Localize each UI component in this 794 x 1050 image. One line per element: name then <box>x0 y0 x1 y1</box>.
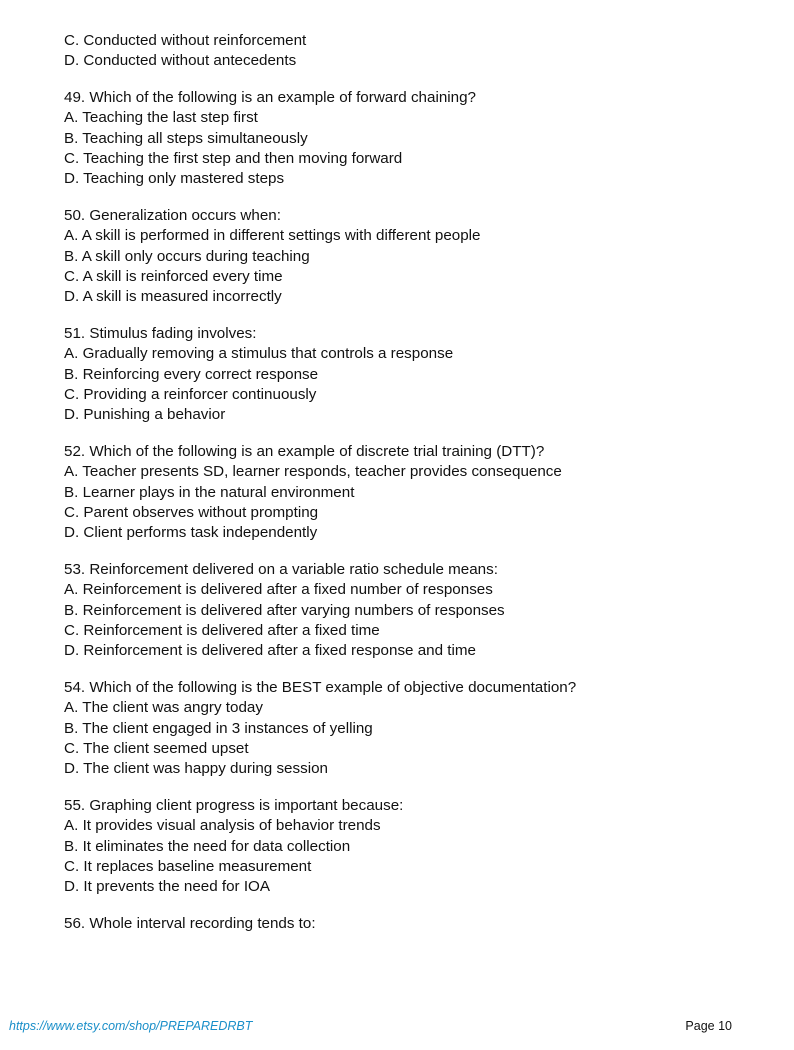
option-text: D. Conducted without antecedents <box>64 52 297 70</box>
footer-shop-link[interactable]: https://www.etsy.com/shop/PREPAREDRBT <box>9 1019 253 1033</box>
option-text: D. Client performs task independently <box>64 524 318 542</box>
option-text: A. The client was angry today <box>64 699 263 717</box>
question-stem: 54. Which of the following is the BEST example of objective documentation? <box>64 679 577 697</box>
question-stem: 56. Whole interval recording tends to: <box>64 914 316 932</box>
option-text: B. Teaching all steps simultaneously <box>64 129 308 147</box>
question-stem: 53. Reinforcement delivered on a variable ratio schedule means: <box>64 561 498 579</box>
question-48-continuation <box>64 31 764 72</box>
option-text: A. Gradually removing a stimulus that controls a response <box>64 345 454 363</box>
option-text: B. A skill only occurs during teaching <box>64 247 310 265</box>
option-text: D. A skill is measured incorrectly <box>64 288 282 306</box>
option-text: B. The client engaged in 3 instances of yelling <box>64 719 373 737</box>
option-text: B. Reinforcing every correct response <box>64 365 319 383</box>
question-49 <box>64 88 764 189</box>
option-text: D. Punishing a behavior <box>64 406 226 424</box>
question-54 <box>64 678 764 779</box>
question-50 <box>64 206 764 307</box>
option-text: B. Reinforcement is delivered after varying numbers of responses <box>64 601 505 619</box>
option-text: B. It eliminates the need for data collection <box>64 837 351 855</box>
question-stem: 51. Stimulus fading involves: <box>64 325 257 343</box>
document-body <box>64 31 764 934</box>
option-text: C. A skill is reinforced every time <box>64 267 283 285</box>
option-text: A. It provides visual analysis of behavior trends <box>64 817 381 835</box>
option-text: C. It replaces baseline measurement <box>64 857 312 875</box>
option-text: A. Teacher presents SD, learner responds, teacher provides consequence <box>64 463 562 481</box>
question-55 <box>64 796 764 897</box>
page-number: Page 10 <box>685 1019 732 1033</box>
option-text: D. Reinforcement is delivered after a fixed response and time <box>64 642 476 660</box>
option-text: C. Providing a reinforcer continuously <box>64 385 317 403</box>
option-text: A. A skill is performed in different settings with different people <box>64 227 481 245</box>
option-text: C. Reinforcement is delivered after a fixed time <box>64 621 380 639</box>
question-51 <box>64 324 764 425</box>
question-53 <box>64 560 764 661</box>
question-stem: 55. Graphing client progress is important because: <box>64 797 404 814</box>
option-text: D. Teaching only mastered steps <box>64 170 285 188</box>
option-text: D. The client was happy during session <box>64 760 328 778</box>
option-text: C. Teaching the first step and then moving forward <box>64 149 403 167</box>
question-56 <box>64 914 764 934</box>
option-text: A. Teaching the last step first <box>64 109 258 127</box>
option-text: C. Parent observes without prompting <box>64 503 319 521</box>
question-stem: 50. Generalization occurs when: <box>64 207 281 225</box>
option-text: C. Conducted without reinforcement <box>64 32 307 49</box>
option-text: B. Learner plays in the natural environment <box>64 483 355 501</box>
option-text: A. Reinforcement is delivered after a fixed number of responses <box>64 581 493 599</box>
option-text: C. The client seemed upset <box>64 739 249 757</box>
option-text: D. It prevents the need for IOA <box>64 878 270 896</box>
question-52 <box>64 442 764 543</box>
question-stem: 52. Which of the following is an example of discrete trial training (DTT)? <box>64 443 545 461</box>
question-stem: 49. Which of the following is an example of forward chaining? <box>64 89 476 107</box>
